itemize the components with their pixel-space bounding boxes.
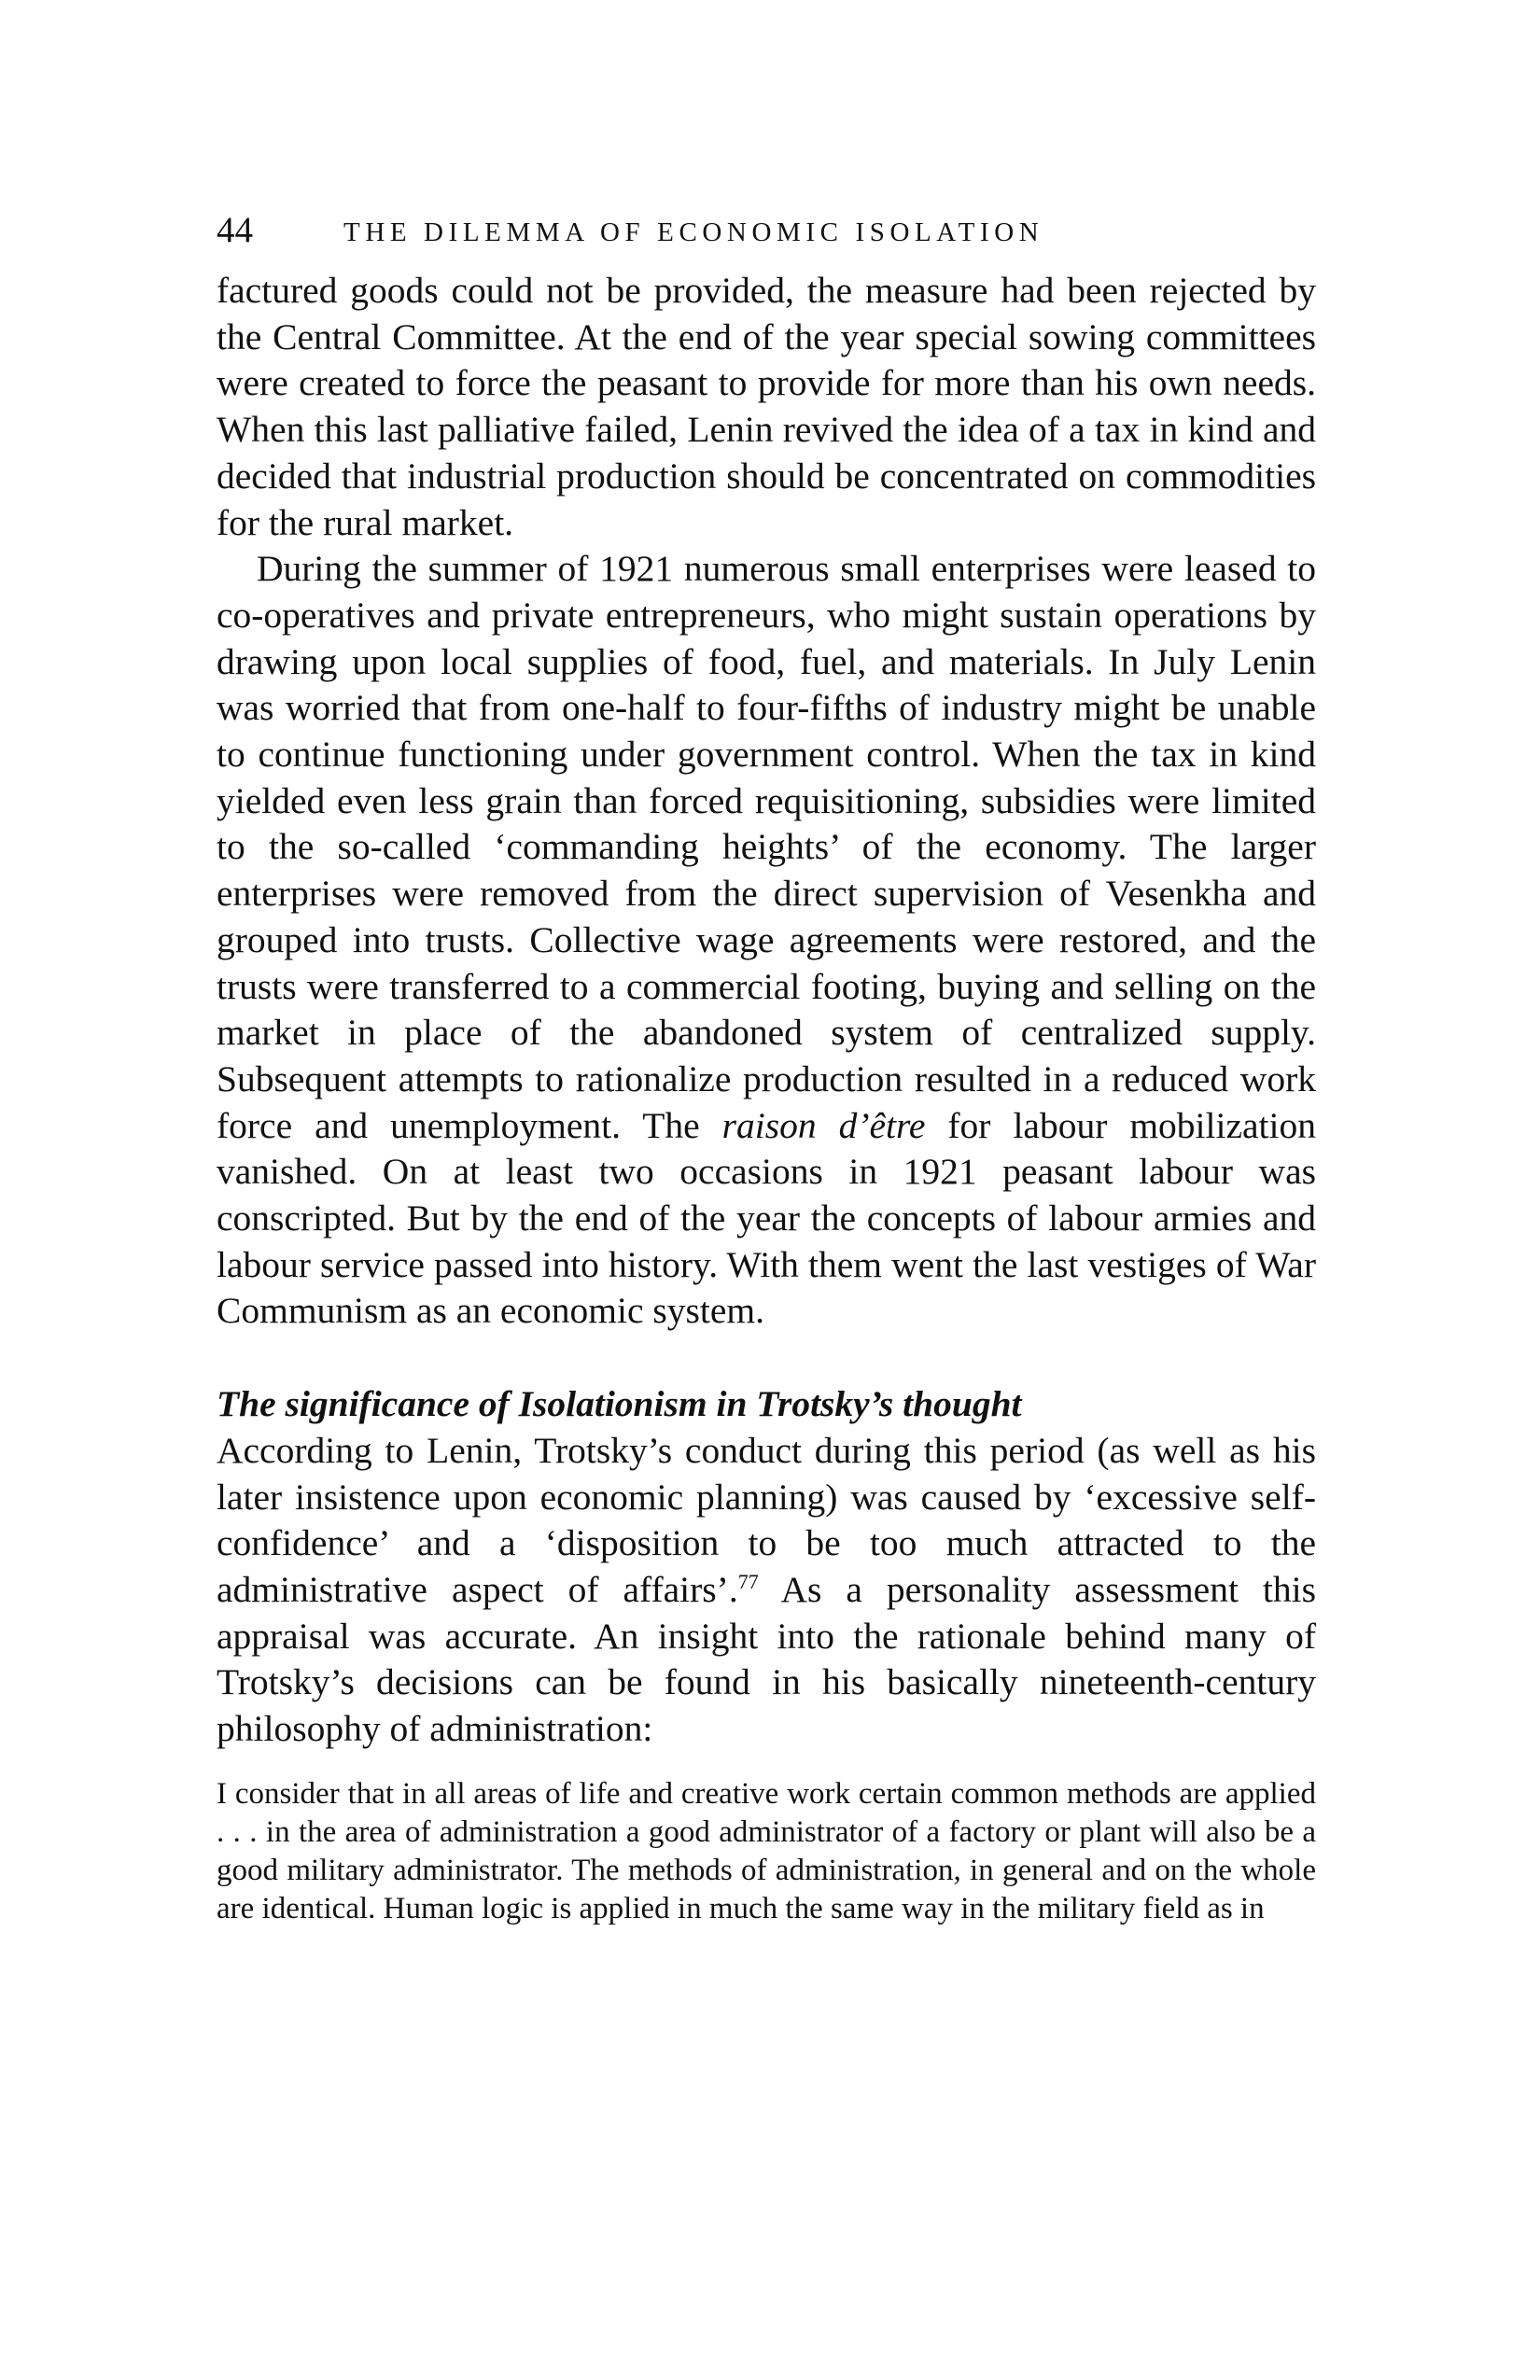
- paragraph-2-text-b: for labour mobilization vanished. On at least two occasions in 1921 peasant labour was conscripted. But by the end of the year the concepts of labour armies and labour service passed into history. With them went the last vestiges of War Communism as an economic system.: [217, 1104, 1316, 1332]
- text-column: [217, 268, 1316, 1929]
- paragraph-2: [217, 546, 1316, 1335]
- running-head: [217, 207, 1318, 254]
- quote-spacer: [217, 1753, 1316, 1775]
- section-spacer: [217, 1335, 1316, 1381]
- section-paragraph-text-b: As a personality assessment this appraisal was accurate. An insight into the rationale behind many of Trotsky’s decisions can be found in his basically nineteenth-century philosophy of administration:: [217, 1568, 1316, 1750]
- footnote-reference: 77: [737, 1569, 759, 1593]
- paragraph-continued: [217, 268, 1316, 546]
- paragraph-2-text-a: During the summer of 1921 numerous small enterprises were leased to co-operatives and private entrepreneurs, who might sustain operations by drawing upon local supplies of food, fuel, and materials. In July Lenin was worried that from one-half to four-fifths of industry might be unable to continue functioning under government control. When the tax in kind yielded even less grain than forced requisitioning, subsidies were limited to the so-called ‘commanding heights’ of the economy. The larger enterprises were removed from the direct supervision of Vesenkha and grouped into trusts. Collective wage agreements were restored, and the trusts were transferred to a commercial footing, buying and selling on the market in place of the abandoned system of centralized supply. Subsequent attempts to rationalize production resulted in a reduced work force and unemployment. The: [217, 548, 1316, 1146]
- section-heading: The significance of Isolationism in Trotsky’s thought: [217, 1383, 1022, 1425]
- running-title: THE DILEMMA OF ECONOMIC ISOLATION: [343, 217, 1044, 247]
- section-paragraph-text-a: According to Lenin, Trotsky’s conduct during this period (as well as his later insistence upon economic planning) was caused by ‘excessive self-confidence’ and a ‘disposition to be too much attracted to the administrative aspect of affairs’.: [217, 1429, 1316, 1610]
- section-paragraph-1: [217, 1428, 1316, 1753]
- italic-term: raison d’être: [721, 1104, 926, 1146]
- paragraph-1-text: factured goods could not be provided, the measure had been rejected by the Central Committee. At the end of the year special sowing committees were created to force the peasant to provide for more than his own needs. When this last palliative failed, Lenin revived the idea of a tax in kind and decided that industrial production should be concentrated on commodities for the rural market.: [217, 270, 1316, 543]
- block-quotation: I consider that in all areas of life and creative work certain common methods are applied . . . in the area of administration a good administrator of a factory or plant will also be a good military administrator. The methods of administration, in general and on the whole are identical. Human logic is applied in much the same way in the military field as in: [217, 1776, 1316, 1926]
- page-number: 44: [217, 210, 253, 250]
